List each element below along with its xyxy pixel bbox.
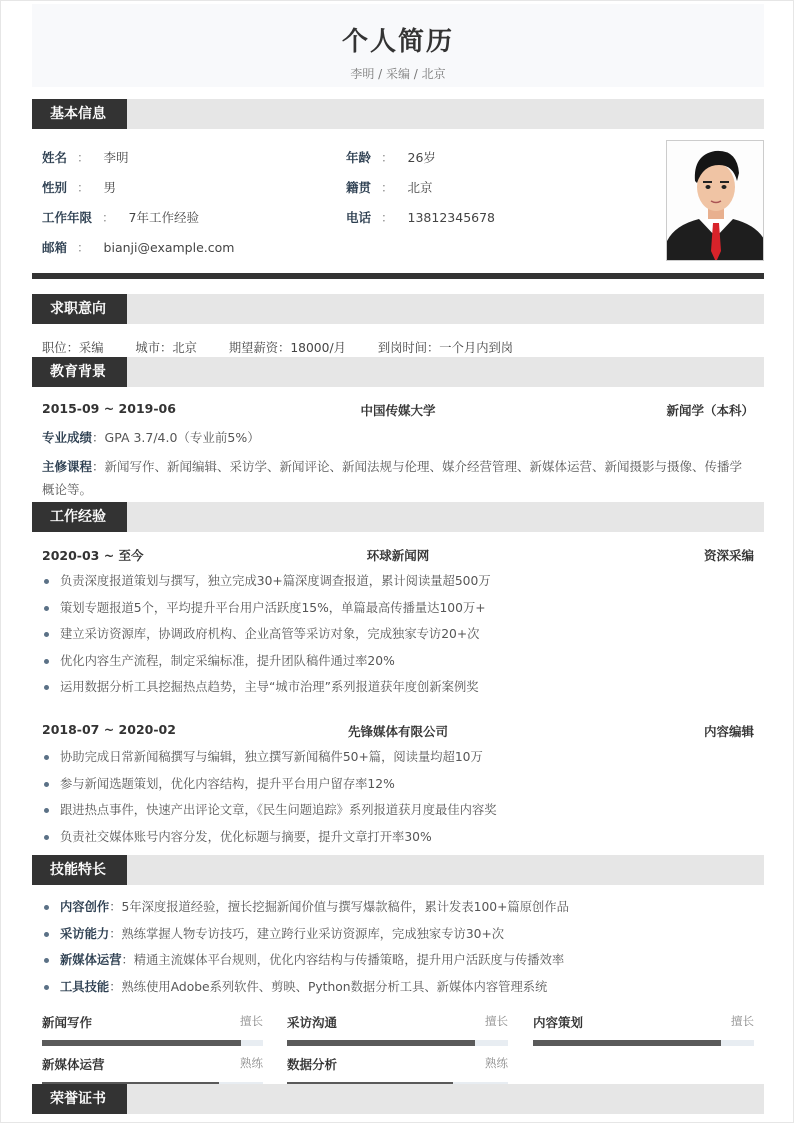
intent-city: 城市：北京: [135, 341, 197, 355]
field-phone: 电话 ： 13812345678: [346, 210, 496, 225]
skill-bar-fill: [533, 1040, 721, 1046]
work-duties: [42, 747, 754, 853]
section-education: [32, 357, 764, 387]
section-honors: [32, 1084, 764, 1114]
work-company: 先锋媒体有限公司: [347, 724, 448, 739]
section-title: 工作经验: [32, 502, 127, 532]
section-skills: [32, 855, 764, 885]
section-work: [32, 502, 764, 532]
work-header: [42, 722, 754, 740]
field-name: 姓名 ： 李明: [42, 150, 129, 165]
list-item: 参与新闻选题策划，优化内容结构，提升平台用户留存率12%: [42, 774, 754, 801]
skill-bar: 数据分析 熟练: [287, 1055, 508, 1088]
list-item: 工具技能：熟练使用Adobe系列软件、剪映、Python数据分析工具、新媒体内容管理系统: [42, 977, 754, 1004]
list-item: 负责深度报道策划与撰写，独立完成30+篇深度调查报道，累计阅读量超500万: [42, 571, 754, 598]
skill-bar: 新媒体运营 熟练: [42, 1055, 263, 1088]
edu-gpa: 专业成绩：GPA 3.7/4.0（专业前5%）: [42, 430, 260, 445]
intent-arrival: 到岗时间：一个月内到岗: [377, 341, 514, 355]
edu-period: 2015-09 ~ 2019-06: [42, 401, 176, 416]
field-gender: 性别 ： 男: [42, 180, 117, 195]
field-origin: 籍贯 ： 北京: [346, 180, 433, 195]
list-item: 跟进热点事件，快速产出评论文章，《民生问题追踪》系列报道获月度最佳内容奖: [42, 800, 754, 827]
skill-bar: 新闻写作 擅长: [42, 1013, 263, 1046]
intent-salary: 期望薪资：18000/月: [228, 341, 346, 355]
section-title: 求职意向: [32, 294, 127, 324]
resume-header: [32, 4, 764, 87]
work-role: 资深采编: [703, 548, 754, 563]
work-role: 内容编辑: [703, 724, 754, 739]
divider: [32, 273, 764, 279]
skill-list: [42, 897, 754, 1003]
page-title: 个人简历: [341, 27, 454, 57]
profile-photo: [666, 140, 764, 261]
section-title: 荣誉证书: [32, 1084, 127, 1114]
list-item: 建立采访资源库，协调政府机构、企业高管等采访对象，完成独家专访20+次: [42, 624, 754, 651]
field-years: 工作年限 ： 7年工作经验: [42, 210, 199, 225]
list-item: 运用数据分析工具挖掘热点趋势，主导“城市治理”系列报道获年度创新案例奖: [42, 677, 754, 704]
intent-row: [42, 338, 754, 356]
edu-major: 新闻学（本科）: [666, 403, 754, 418]
list-item: 新媒体运营：精通主流媒体平台规则，优化内容结构与传播策略，提升用户活跃度与传播效率: [42, 950, 754, 977]
work-period: 2018-07 ~ 2020-02: [42, 722, 176, 737]
work-header: [42, 546, 754, 564]
skill-bar: 采访沟通 擅长: [287, 1013, 508, 1046]
avatar-illustration-icon: [667, 141, 764, 261]
skill-bar: 内容策划 擅长: [533, 1013, 754, 1046]
section-job-intent: [32, 294, 764, 324]
skill-bar-fill: [42, 1040, 241, 1046]
section-title: 教育背景: [32, 357, 127, 387]
edu-courses: 主修课程：新闻写作、新闻编辑、采访学、新闻评论、新闻法规与伦理、媒介经营管理、新媒体运营、新闻摄影与摄像、传播学概论等。: [42, 459, 743, 497]
section-basic-info: [32, 99, 764, 129]
education-header: [42, 401, 754, 419]
list-item: 负责社交媒体账号内容分发，优化标题与摘要，提升文章打开率30%: [42, 827, 754, 854]
list-item: 内容创作：5年深度报道经验，擅长挖掘新闻价值与撰写爆款稿件，累计发表100+篇原创作品: [42, 897, 754, 924]
work-period: 2020-03 ~ 至今: [42, 548, 144, 563]
field-age: 年龄 ： 26岁: [346, 150, 436, 165]
skill-bar-fill: [287, 1040, 475, 1046]
intent-position: 职位：采编: [42, 341, 104, 355]
section-title: 技能特长: [32, 855, 127, 885]
work-duties: [42, 571, 754, 704]
list-item: 协助完成日常新闻稿撰写与编辑，独立撰写新闻稿件50+篇，阅读量均超10万: [42, 747, 754, 774]
edu-school: 中国传媒大学: [360, 403, 436, 418]
section-title: 基本信息: [32, 99, 127, 129]
field-email: 邮箱 ： bianji@example.com: [42, 240, 235, 255]
list-item: 采访能力：熟练掌握人物专访技巧，建立跨行业采访资源库，完成独家专访30+次: [42, 924, 754, 951]
list-item: 策划专题报道5个，平均提升平台用户活跃度15%，单篇最高传播量达100万+: [42, 598, 754, 625]
page-subtitle: 李明 / 采编 / 北京: [350, 67, 446, 81]
work-company: 环球新闻网: [366, 548, 430, 563]
list-item: 优化内容生产流程，制定采编标准，提升团队稿件通过率20%: [42, 651, 754, 678]
